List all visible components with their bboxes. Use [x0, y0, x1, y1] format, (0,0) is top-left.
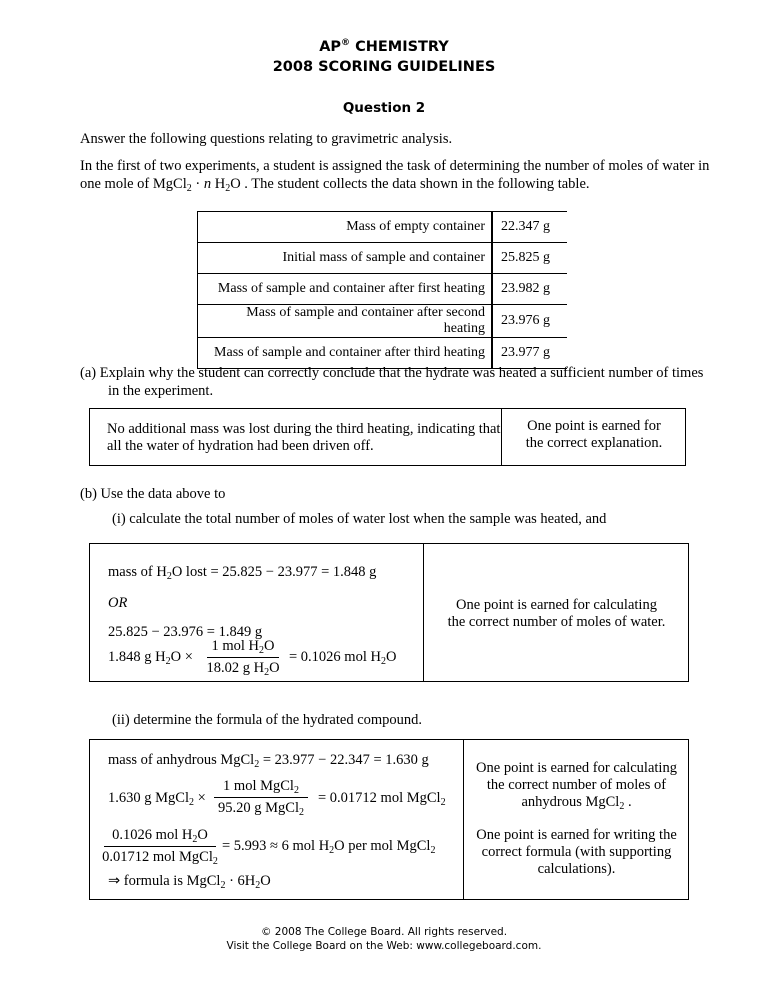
row-value: 23.976 g	[492, 305, 567, 338]
row-label: Mass of sample and container after first heating	[198, 274, 493, 305]
fraction-denominator: 0.01712 mol MgCl$_2$	[102, 849, 218, 867]
moles-water-result: = 0.1026 mol $H_2O$	[289, 649, 397, 667]
data-table	[197, 211, 567, 369]
moles-mgcl2-left: 1.630 g MgCl$_2$ ×	[108, 790, 206, 808]
part-a-point-2: the correct explanation.	[525, 435, 663, 451]
row-label: Initial mass of sample and container	[198, 243, 493, 274]
row-label: Mass of sample and container after third heating	[198, 338, 493, 369]
table-row	[198, 274, 568, 305]
row-label: Mass of sample and container after second heating	[198, 305, 493, 338]
part-a-question-2: in the experiment.	[108, 383, 214, 399]
formula-line: ⇒ formula is MgCl$_2$ · $6H_2O$	[108, 873, 271, 891]
footer-copyright: © 2008 The College Board. All rights reserved.	[260, 926, 508, 938]
part-b-i-point-1: One point is earned for calculating	[456, 597, 657, 613]
fraction-bar	[214, 797, 308, 798]
table-row	[198, 243, 568, 274]
part-a-answer-1: No additional mass was lost during the third heating, indicating that	[107, 421, 501, 437]
intro-line-3: one mole of MgCl$_2$ · n $H_2O$ . The student collects the data shown in the following table.	[80, 176, 590, 194]
fraction-denominator: 95.20 g MgCl$_2$	[218, 800, 304, 818]
anhydrous-mass-line: mass of anhydrous MgCl$_2$ = 23.977 − 22.347 = 1.630 g	[108, 752, 429, 770]
page-title: AP® CHEMISTRY	[319, 38, 449, 55]
fraction-numerator: 1 mol MgCl$_2$	[223, 778, 299, 796]
part-b-ii-point-a-2: the correct number of moles of	[486, 777, 667, 793]
fraction-numerator: 0.1026 mol $H_2O$	[112, 827, 208, 845]
intro-line-1: Answer the following questions relating to gravimetric analysis.	[80, 131, 453, 147]
row-value: 25.825 g	[492, 243, 567, 274]
ratio-result: = 5.993 ≈ 6 mol $H_2O$ per mol MgCl$_2$	[222, 838, 436, 856]
row-value: 23.977 g	[492, 338, 567, 369]
part-b-ii-point-a-3: anhydrous MgCl$_2$ .	[521, 794, 632, 812]
fraction-bar	[207, 657, 279, 658]
part-b-ii-point-a-1: One point is earned for calculating	[476, 760, 677, 776]
part-b-ii-point-b-1: One point is earned for writing the	[476, 827, 677, 843]
fraction-denominator: 18.02 g $H_2O$	[206, 660, 280, 678]
part-b-ii-question: (ii) determine the formula of the hydrated compound.	[112, 712, 423, 728]
row-value: 23.982 g	[492, 274, 567, 305]
intro-line-2: In the first of two experiments, a student is assigned the task of determining the number of moles of water in	[80, 158, 710, 174]
or-label: OR	[108, 595, 128, 611]
row-label: Mass of empty container	[198, 212, 493, 243]
water-mass-line: mass of $H_2O$ lost = 25.825 − 23.977 = 1.848 g	[108, 564, 377, 582]
part-b-question: (b) Use the data above to	[80, 486, 226, 502]
table-row	[198, 212, 568, 243]
part-a-answer-2: all the water of hydration had been driven off.	[107, 438, 374, 454]
question-heading: Question 2	[342, 100, 426, 116]
fraction-numerator: 1 mol $H_2O$	[211, 638, 275, 656]
part-b-i-question: (i) calculate the total number of moles of water lost when the sample was heated, and	[112, 511, 607, 527]
fraction-bar	[104, 846, 216, 847]
part-a-point-1: One point is earned for	[527, 418, 661, 434]
part-b-i-point-2: the correct number of moles of water.	[447, 614, 666, 630]
table-row	[198, 305, 568, 338]
moles-water-left: 1.848 g $H_2O$ ×	[108, 649, 193, 667]
row-value: 22.347 g	[492, 212, 567, 243]
page-subtitle: 2008 SCORING GUIDELINES	[272, 59, 496, 75]
footer-website: Visit the College Board on the Web: www.collegeboard.com.	[226, 940, 542, 952]
moles-mgcl2-result: = 0.01712 mol MgCl$_2$	[318, 790, 446, 808]
part-b-ii-point-b-3: calculations).	[537, 861, 616, 877]
part-b-ii-point-b-2: correct formula (with supporting	[481, 844, 672, 860]
part-a-question-1: (a) Explain why the student can correctly conclude that the hydrate was heated a sufficient number of times	[80, 365, 704, 381]
alt-mass-line: 25.825 − 23.976 = 1.849 g	[108, 624, 263, 640]
